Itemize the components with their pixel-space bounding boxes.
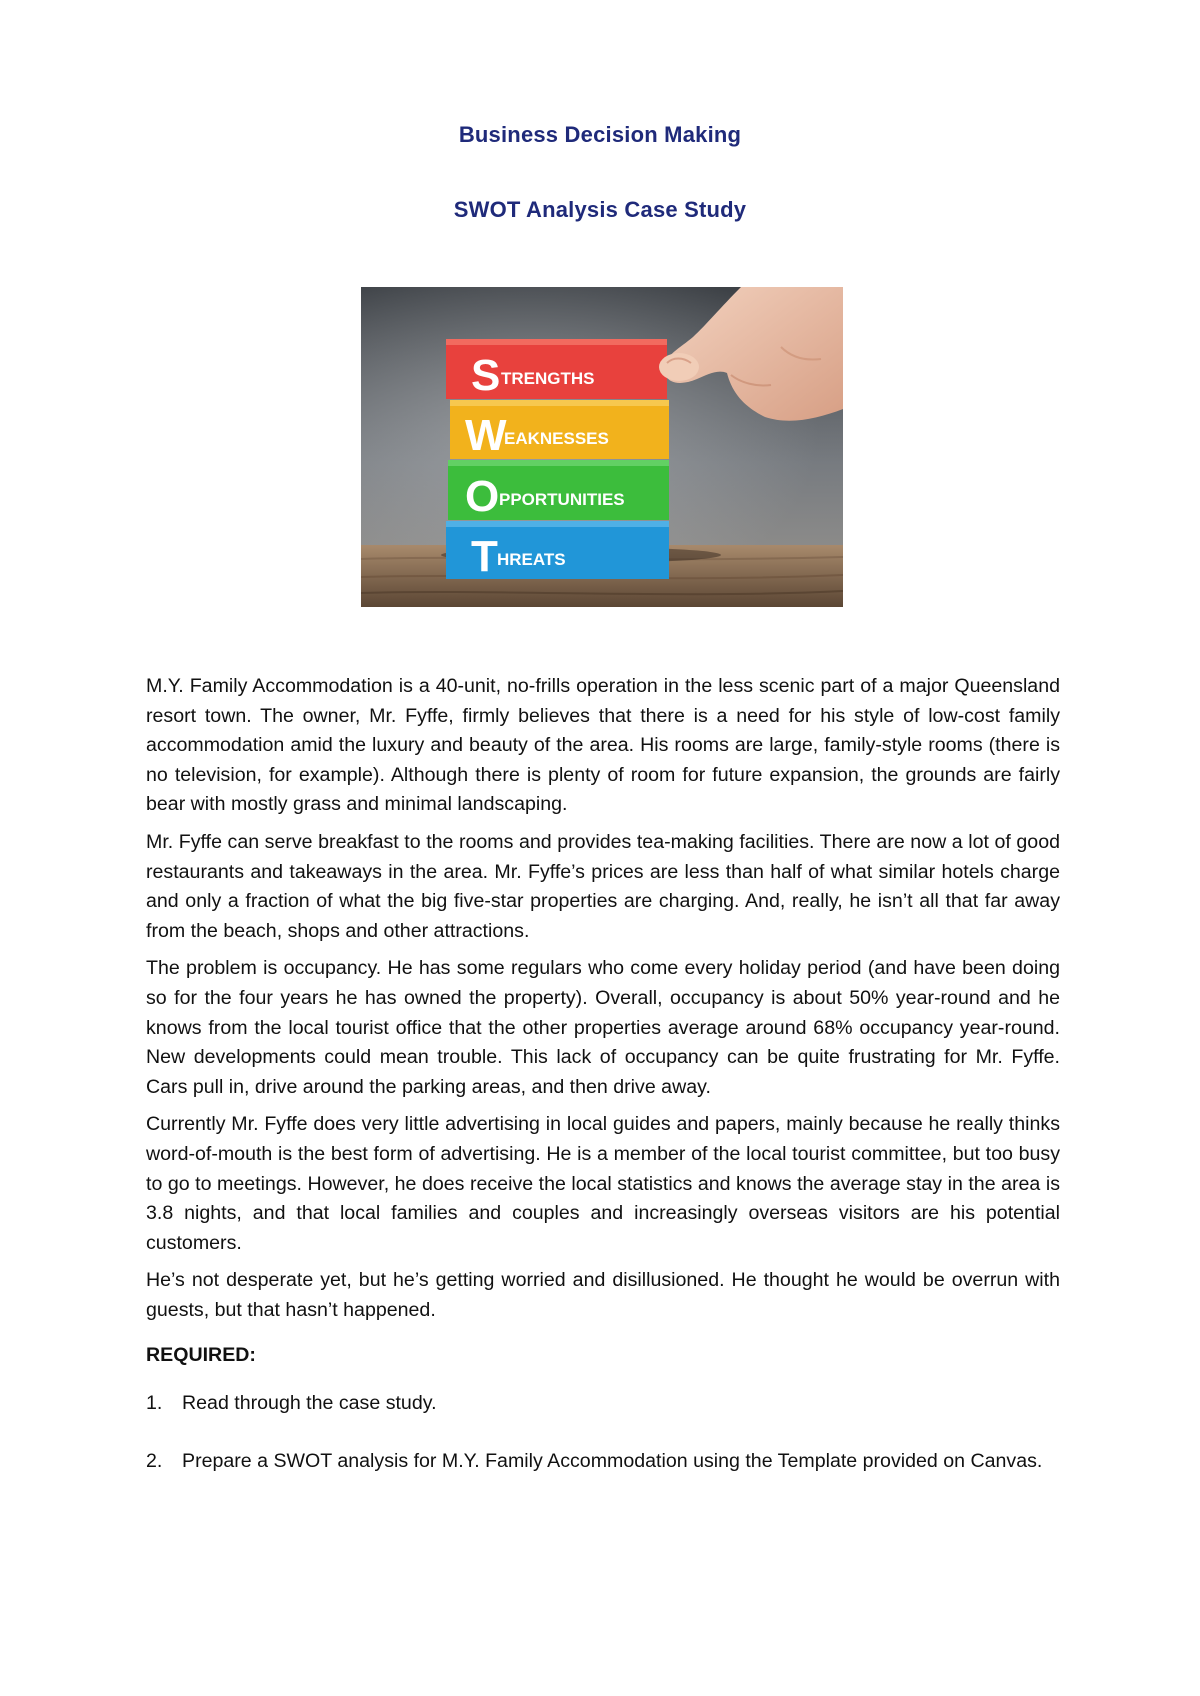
svg-text:PPORTUNITIES: PPORTUNITIES (499, 490, 625, 509)
paragraph: Currently Mr. Fyffe does very little advertising in local guides and papers, mainly because he really thinks word-of-mouth is the best form of advertising. He is a member of the local tourist committee, but too busy to go to meetings. However, he does receive the local statistics and knows the average stay in the area is 3.8 nights, and that local families and couples and increasingly overseas visitors are his potential customers. (146, 1113, 1060, 1254)
paragraph: He’s not desperate yet, but he’s getting worried and disillusioned. He thought he would be overrun with guests, but that hasn’t happened. (146, 1269, 1060, 1321)
svg-text:O: O (465, 472, 500, 521)
svg-text:TRENGTHS: TRENGTHS (501, 369, 595, 388)
block-threats (446, 521, 669, 581)
svg-text:HREATS: HREATS (497, 550, 566, 569)
document-subtitle: SWOT Analysis Case Study (453, 197, 747, 222)
svg-text:EAKNESSES: EAKNESSES (504, 429, 609, 448)
svg-text:S: S (471, 351, 501, 400)
required-heading: REQUIRED: (146, 1344, 256, 1367)
list-item (146, 1447, 1060, 1477)
svg-text:W: W (465, 411, 507, 460)
required-list (146, 1389, 1060, 1476)
paragraph: M.Y. Family Accommodation is a 40-unit, no-frills operation in the less scenic part of a major Queensland resort town. The owner, Mr. Fyffe, firmly believes that there is a need for his style of low-cost family accommodation amid the luxury and beauty of the area. His rooms are large, family-style rooms (there is no television, for example). Although there is plenty of room for future expansion, the grounds are fairly bear with mostly grass and minimal landscaping. (146, 675, 1060, 816)
block-strengths (446, 339, 667, 400)
block-opportunities (448, 460, 669, 521)
svg-text:T: T (471, 532, 498, 581)
list-number: 1. (146, 1392, 163, 1415)
paragraph: Mr. Fyffe can serve breakfast to the rooms and provides tea-making facilities. There are now a lot of good restaurants and takeaways in the area. Mr. Fyffe’s prices are less than half of what similar hotels charge and only a fraction of what the big five-star properties are charging. And, really, he isn’t all that far away from the beach, shops and other attractions. (146, 830, 1060, 942)
list-text: Prepare a SWOT analysis for M.Y. Family Accommodation using the Template provided on Canvas. (182, 1449, 1043, 1472)
list-item (146, 1389, 1060, 1419)
paragraph: The problem is occupancy. He has some regulars who come every holiday period (and have been doing so for the four years he has owned the property). Overall, occupancy is about 50% year-round and he knows from the local tourist office that the other properties average around 68% occupancy year-round. New developments could mean trouble. This lack of occupancy can be quite frustrating for Mr. Fyffe. Cars pull in, drive around the parking areas, and then drive away. (146, 957, 1060, 1098)
document-title: Business Decision Making (458, 122, 742, 147)
case-study-body (146, 672, 1060, 1504)
block-weaknesses (450, 400, 669, 460)
list-text: Read through the case study. (182, 1392, 437, 1415)
swot-blocks-image (361, 287, 843, 607)
list-number: 2. (146, 1449, 163, 1472)
